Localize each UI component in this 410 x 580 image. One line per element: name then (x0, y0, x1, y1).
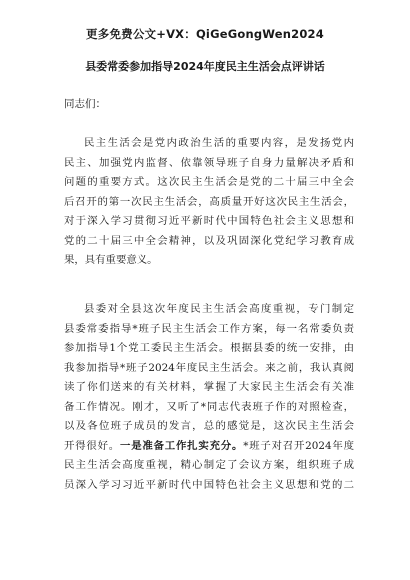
document-title: 县委常委参加指导2024年度民主生活会点评讲话 (85, 60, 325, 73)
paragraph-line: 民主生活会高度重视，精心制定了会议方案，组织班子成 (64, 459, 354, 471)
paragraph-line-mixed (64, 437, 354, 457)
paragraph-line: 县委常委指导*班子民主生活会工作方案，每一名常委负责 (64, 322, 354, 335)
paragraph-line: 参加指导1个党工委民主生活会。根据县委的统一安排，由 (64, 342, 354, 354)
paragraph-line: 县委对全县这次年度民主生活会高度重视，专门制定 (84, 303, 354, 315)
salutation: 同志们： (64, 98, 106, 110)
paragraph-line: 民主生活会是党内政治生活的重要内容，是发扬党内 (84, 137, 354, 149)
paragraph-line: 问题的重要方式。这次民主生活会是党的二十届三中全会 (64, 176, 354, 188)
paragraph-line: 读了你们送来的有关材料，掌握了大家民主生活会有关准 (64, 381, 354, 393)
line-text: *班子对召开2024年度 (243, 439, 354, 452)
paragraph-line: 以及各位班子成员的发言，总的感觉是，这次民主生活会 (64, 420, 354, 432)
paragraph-line: 对于深入学习贯彻习近平新时代中国特色社会主义思想和 (64, 215, 354, 227)
paragraph-line: 果，具有重要意义。 (64, 254, 158, 266)
paragraph-line: 后召开的第一次民主生活会，高质量开好这次民主生活会， (64, 195, 354, 208)
paragraph-line: 我参加指导*班子2024年度民主生活会。来之前，我认真阅 (64, 361, 354, 374)
promo-banner: 更多免费公文+VX：QiGeGongWen2024 (86, 27, 324, 41)
paragraph-line: 党的二十届三中全会精神，以及巩固深化党纪学习教育成 (64, 234, 354, 247)
paragraph-1 (64, 134, 354, 271)
paragraph-line: 备工作情况。刚才，又听了*同志代表班子作的对照检查， (64, 400, 354, 413)
emphasis-phrase: 一是准备工作扎实充分。 (120, 439, 244, 452)
paragraph-line: 民主、加强党内监督、依靠领导班子自身力量解决矛盾和 (64, 156, 354, 169)
paragraph-line: 员深入学习习近平新时代中国特色社会主义思想和党的二 (64, 478, 354, 491)
paragraph-2 (64, 300, 354, 495)
line-text: 开得很好。 (64, 439, 120, 452)
